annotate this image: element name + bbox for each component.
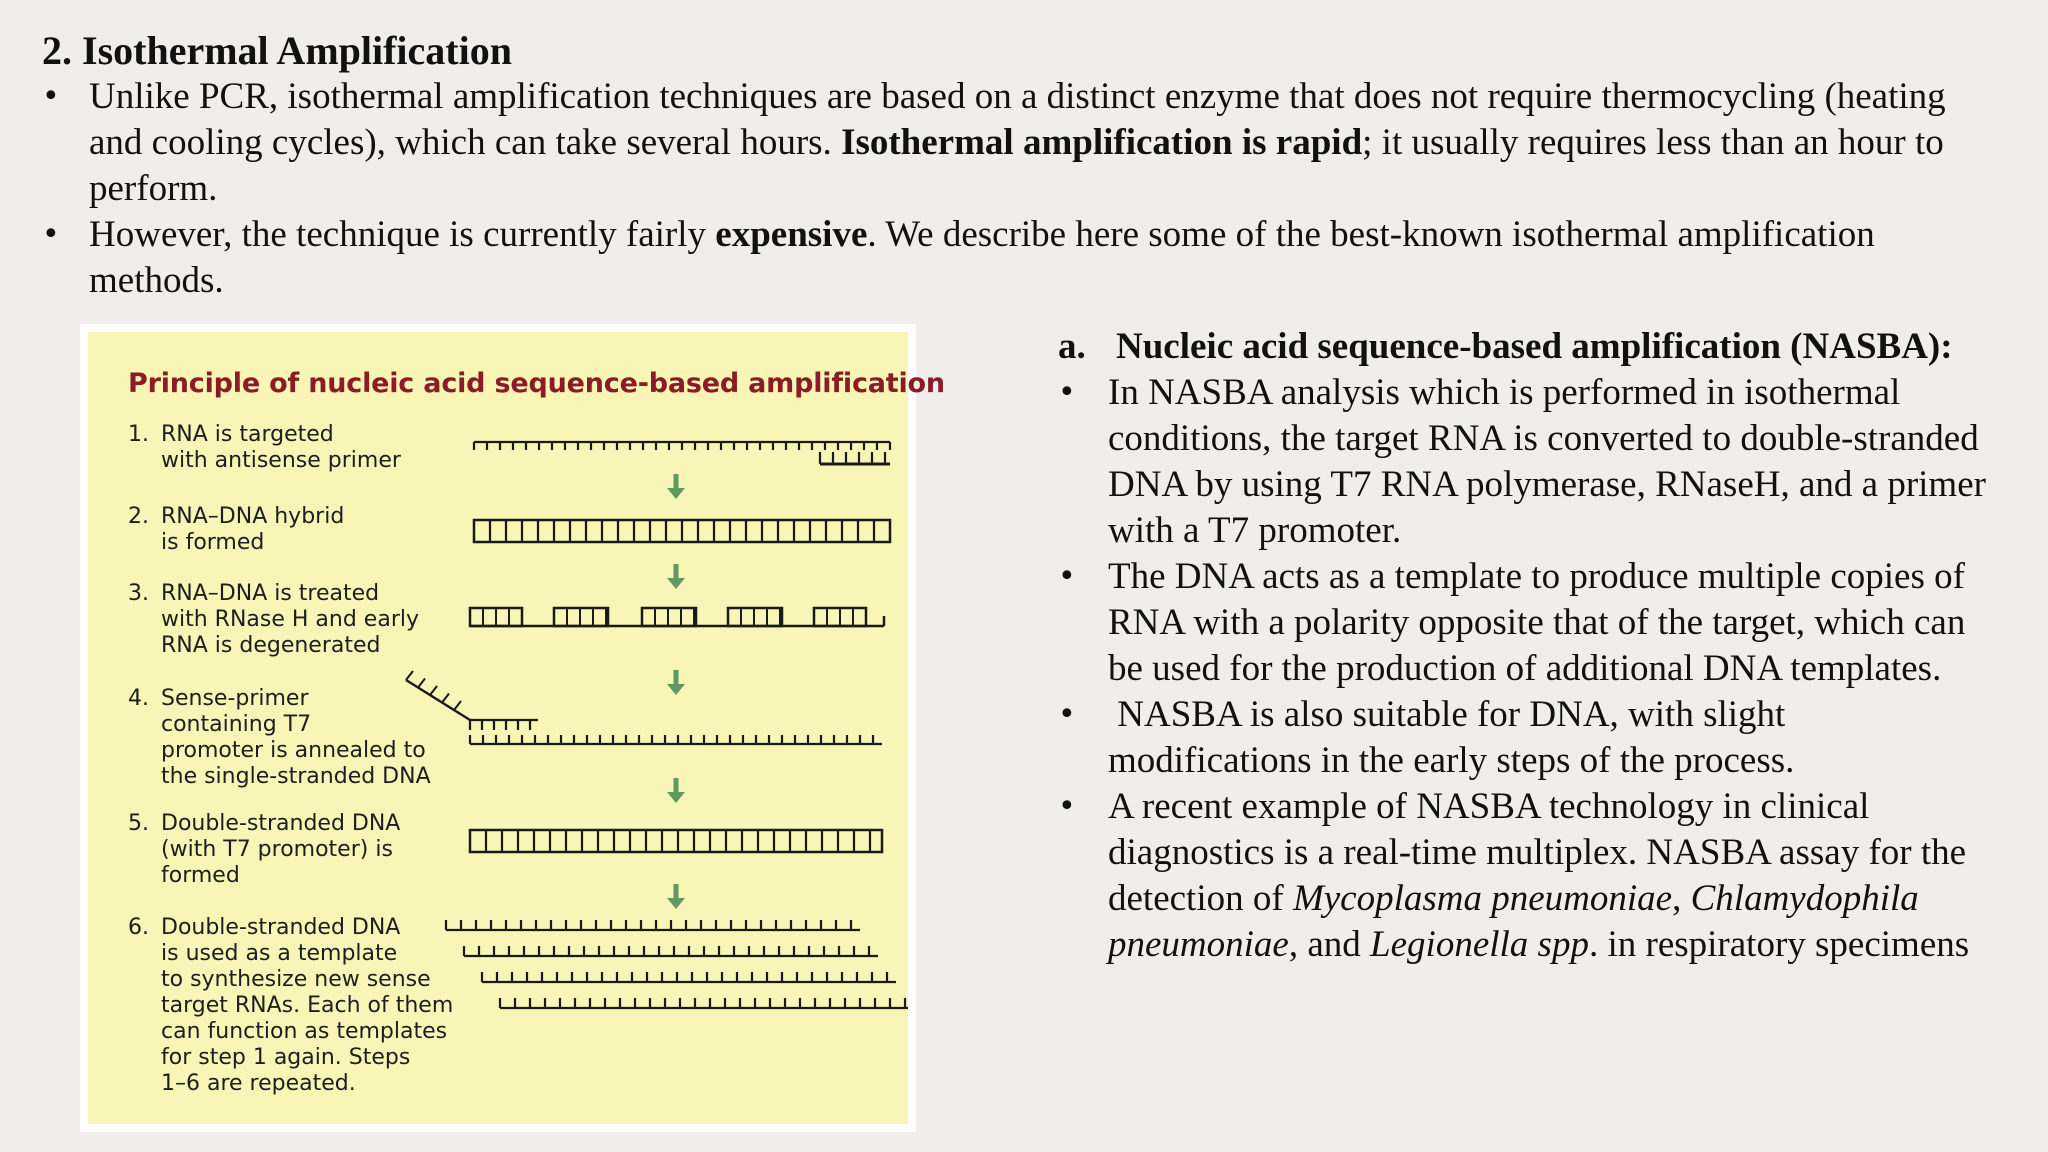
bullet-text: NASBA is also suitable for DNA, with slight modifications in the early steps of the process. [1108,694,1795,781]
nasba-title: Nucleic acid sequence-based amplification (NASBA): [1116,326,1953,367]
bullet-text: Unlike PCR, isothermal amplification techniques are based on a distinct enzyme that does not require thermocycling (heating and cooling cycles), which can take several hours. [89,76,1946,163]
fragment-rungs [483,608,509,626]
organism-name: Mycoplasma pneumoniae [1292,878,1673,919]
step-text: Sense-primer containing T7 promoter is annealed to the single-stranded DNA [161,686,431,789]
down-arrow-icon [667,564,685,589]
step-number: 6. [128,915,149,940]
t7-tail [406,680,470,720]
rna-dna-hybrid-rungs [490,520,874,542]
bullet-text: The DNA acts as a template to produce multiple copies of RNA with a polarity opposite that of the target, which can be used for the production of additional DNA templates. [1108,556,1966,689]
diagram-title: Principle of nucleic acid sequence-based amplification [128,368,945,399]
down-arrow-icon [667,884,685,909]
nasba-bullet-4 [1058,784,1998,968]
intro-bullet-1 [42,74,1992,212]
bullet-dot: • [1058,789,1076,824]
nasba-bullet-1 [1058,370,1998,554]
bullet-text: In NASBA analysis which is performed in isothermal conditions, the target RNA is converted to double-stranded DNA by using T7 RNA polymerase, RNaseH, and a primer with a T7 promoter. [1108,372,1986,551]
nasba-heading [1058,324,1998,370]
bullet-text: A recent example of NASBA technology in clinical diagnostics is a real-time multiplex. NASBA assay for the detection of [1108,786,1967,919]
double-stranded-dna [470,830,882,852]
sense-primer [470,720,538,730]
antisense-primer [820,452,890,464]
double-stranded-dna-rungs [486,830,870,852]
bullet-bold-text: Isothermal amplification is rapid [841,122,1363,163]
bullet-text: , [1672,878,1691,919]
fragment-rungs [655,608,694,626]
step-text: RNA is targeted with antisense primer [161,422,401,473]
bullet-text: , and [1288,924,1371,965]
bullet-dot: • [42,217,60,252]
step-number: 5. [128,811,149,836]
step-number: 4. [128,686,149,711]
step-number: 2. [128,504,149,529]
single-stranded-dna [470,735,882,744]
new-rna-3 [482,972,896,982]
new-rna-1 [446,920,860,930]
step-number: 3. [128,581,149,606]
rna-strand [474,442,890,450]
nasba-bullet-3 [1058,692,1998,784]
nasba-diagram [80,324,945,1132]
bullet-bold-text: expensive [715,214,868,255]
section-heading: 2. Isothermal Amplification [42,28,512,73]
bullet-text: However, the technique is currently fairly [89,214,716,255]
nasba-section [1058,324,1998,968]
step-text: Double-stranded DNA (with T7 promoter) is formed [161,811,401,888]
new-rna-2 [464,946,878,956]
step-text: Double-stranded DNA is used as a template to synthesize new sense target RNAs. Each of them can function as templates for step 1 again. Steps 1–6 are repeated. [161,915,454,1096]
bullet-text: ; it usually requires less than an hour to perform. [89,122,1944,209]
step-number: 1. [128,422,149,447]
new-rna-4 [500,998,908,1008]
intro-bullet-2 [42,212,1992,304]
strand-illustration [88,332,908,1124]
fragment-rungs [741,608,780,626]
intro-bullet-list [42,74,1992,304]
dna-backbone [470,616,884,626]
t7-tail-ticks [406,671,461,710]
down-arrow-icon [667,778,685,803]
down-arrow-icon [667,474,685,499]
bullet-dot: • [1058,375,1076,410]
bullet-text: . We describe here some of the best-known isothermal amplification methods. [89,214,1875,301]
organism-name: Chlamydophila pneumoniae [1108,878,1919,965]
bullet-dot: • [1058,559,1076,594]
bullet-dot: • [1058,697,1076,732]
bullet-dot: • [42,79,60,114]
step-text: RNA–DNA hybrid is formed [161,504,345,555]
fragment-rungs [567,608,606,626]
fragment-rungs [827,608,853,626]
organism-name: Legionella spp [1370,924,1589,965]
down-arrow-icon [667,670,685,695]
nasba-bullet-2 [1058,554,1998,692]
list-letter: a. [1058,326,1086,367]
step-text: RNA–DNA is treated with RNase H and early RNA is degenerated [161,581,419,658]
bullet-text: . in respiratory specimens [1588,924,1970,965]
